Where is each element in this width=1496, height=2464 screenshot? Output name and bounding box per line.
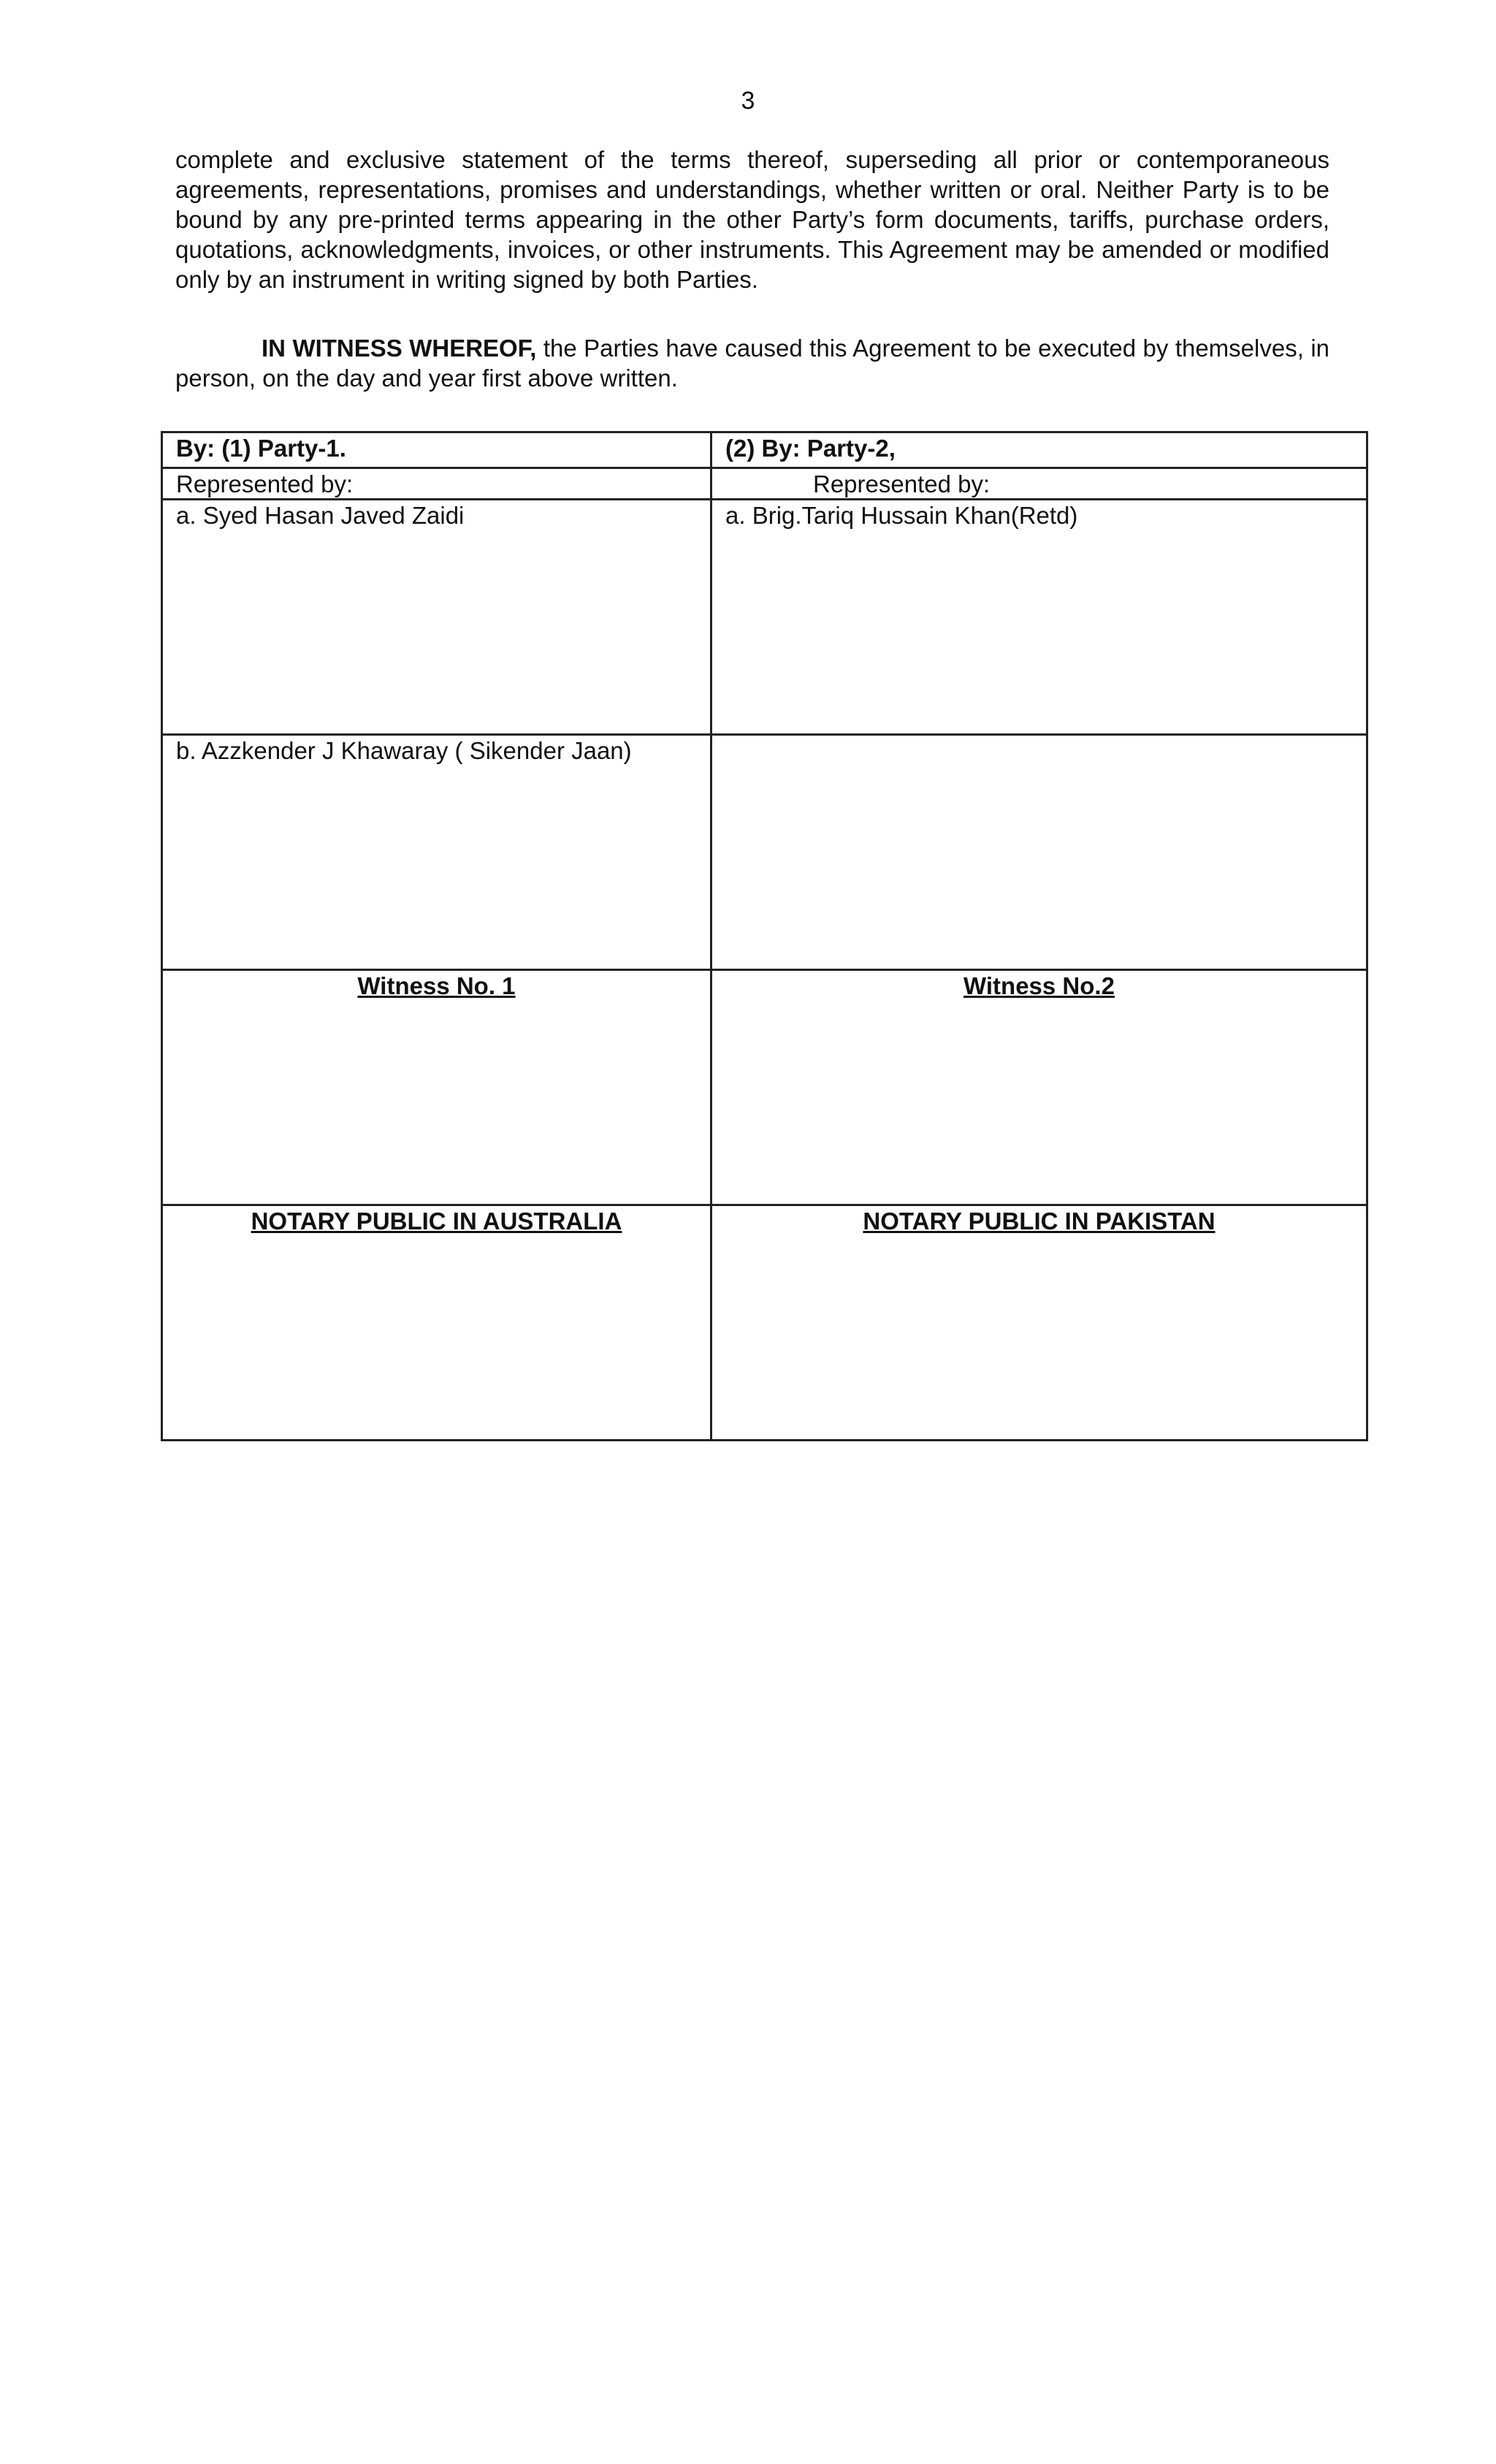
party2-representative-b [711, 735, 1367, 970]
party2-represented-label: Represented by: [711, 468, 1367, 500]
table-row-represented-by [162, 468, 1367, 500]
notary2-cell [711, 1205, 1367, 1441]
witness1-cell [162, 970, 711, 1205]
party2-representative-a: a. Brig.Tariq Hussain Khan(Retd) [711, 500, 1367, 735]
table-row-party-headers [162, 432, 1367, 468]
witness2-cell [711, 970, 1367, 1205]
party1-representative-a: a. Syed Hasan Javed Zaidi [162, 500, 711, 735]
table-row-representative-b [162, 735, 1367, 970]
party1-header: By: (1) Party-1. [162, 432, 711, 468]
witness2-heading: Witness No.2 [963, 972, 1115, 999]
signature-table [161, 431, 1368, 1441]
notary1-heading: NOTARY PUBLIC IN AUSTRALIA [251, 1208, 622, 1235]
table-row-representative-a [162, 500, 1367, 735]
notary2-heading: NOTARY PUBLIC IN PAKISTAN [863, 1208, 1216, 1235]
party1-represented-label: Represented by: [162, 468, 711, 500]
witness1-heading: Witness No. 1 [357, 972, 516, 999]
party1-representative-b: b. Azzkender J Khawaray ( Sikender Jaan) [162, 735, 711, 970]
party2-header: (2) By: Party-2, [711, 432, 1367, 468]
table-row-notaries [162, 1205, 1367, 1441]
witness-paragraph [175, 333, 1329, 393]
page-number: 3 [741, 87, 755, 115]
closing-paragraph: complete and exclusive statement of the terms thereof, superseding all prior or contemporaneous agreements, representations, promises and understandings, whether written or oral. Neither Party is to be bound by any pre-printed terms appearing in the other Party’s form documents, tariffs, purchase orders, quotations, acknowledgments, invoices, or other instruments. This Agreement may be amended or modified only by an instrument in writing signed by both Parties. [175, 146, 1329, 293]
witness-whereof-lead: IN WITNESS WHEREOF, [262, 335, 537, 362]
witness-whereof-text: the Parties have caused this Agreement to be executed by themselves, in person, on the day and year first above written. [175, 335, 1330, 392]
table-row-witnesses [162, 970, 1367, 1205]
notary1-cell [162, 1205, 711, 1441]
